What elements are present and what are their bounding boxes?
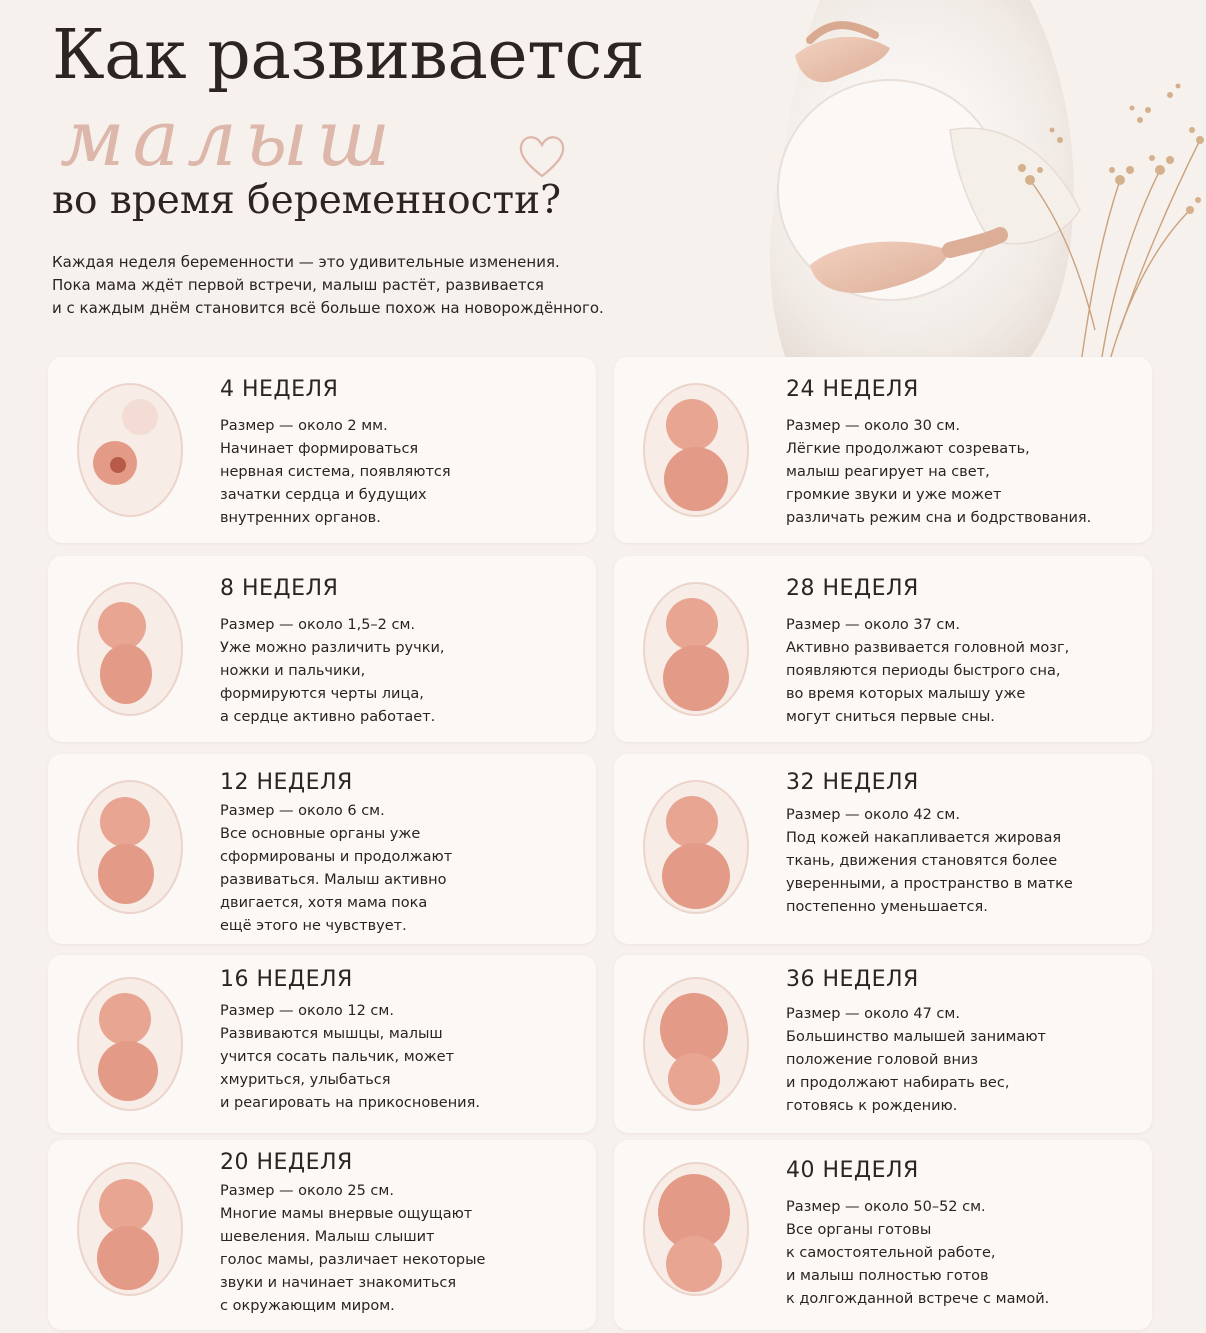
intro-line: Каждая неделя беременности — это удивительные изменения.: [52, 253, 560, 271]
fetus-icon: [636, 574, 766, 724]
desc-line: и продолжают набирать вес,: [786, 1075, 1010, 1091]
desc-line: различать режим сна и бодрствования.: [786, 510, 1092, 526]
desc-line: нервная система, появляются: [220, 464, 451, 480]
week-card-40: [614, 1140, 1152, 1330]
desc-line: шевеления. Малыш слышит: [220, 1229, 435, 1245]
week-title: 20 НЕДЕЛЯ: [220, 1150, 353, 1175]
week-card-24: [614, 357, 1152, 543]
intro-text: [52, 251, 692, 320]
desc-line: Размер — около 25 см.: [220, 1183, 394, 1199]
week-card-28: [614, 556, 1152, 742]
week-card-12: [48, 754, 596, 944]
fetus-icon: [636, 375, 766, 525]
desc-line: внутренних органов.: [220, 510, 381, 526]
fetus-icon: [636, 772, 766, 922]
week-card-4: [48, 357, 596, 543]
desc-line: а сердце активно работает.: [220, 709, 436, 725]
desc-line: громкие звуки и уже может: [786, 487, 1002, 503]
desc-line: уверенными, а пространство в матке: [786, 876, 1073, 892]
week-title: 32 НЕДЕЛЯ: [786, 770, 919, 795]
week-description: [786, 415, 1091, 530]
desc-line: малыш реагирует на свет,: [786, 464, 990, 480]
desc-line: зачатки сердца и будущих: [220, 487, 427, 503]
desc-line: сформированы и продолжают: [220, 849, 453, 865]
desc-line: могут сниться первые сны.: [786, 709, 995, 725]
desc-line: Размер — около 50–52 см.: [786, 1199, 986, 1215]
week-title: 28 НЕДЕЛЯ: [786, 576, 919, 601]
week-title: 8 НЕДЕЛЯ: [220, 576, 339, 601]
week-title: 36 НЕДЕЛЯ: [786, 967, 919, 992]
week-card-16: [48, 955, 596, 1133]
desc-line: Начинает формироваться: [220, 441, 419, 457]
desc-line: Лёгкие продолжают созревать,: [786, 441, 1030, 457]
desc-line: звуки и начинает знакомиться: [220, 1275, 457, 1291]
week-title: 40 НЕДЕЛЯ: [786, 1158, 919, 1183]
embryo-icon: [70, 375, 200, 525]
week-description: [220, 1180, 485, 1318]
week-card-8: [48, 556, 596, 742]
week-title: 24 НЕДЕЛЯ: [786, 377, 919, 402]
page-title-script: малыш: [60, 94, 399, 184]
desc-line: хмуриться, улыбаться: [220, 1072, 391, 1088]
desc-line: формируются черты лица,: [220, 686, 424, 702]
desc-line: двигается, хотя мама пока: [220, 895, 428, 911]
week-description: [786, 614, 1069, 729]
desc-line: готовясь к рождению.: [786, 1098, 958, 1114]
fetus-icon: [70, 772, 200, 922]
fetus-icon: [70, 574, 200, 724]
desc-line: голос мамы, различает некоторые: [220, 1252, 486, 1268]
week-description: [220, 1000, 480, 1115]
desc-line: во время которых малышу уже: [786, 686, 1026, 702]
desc-line: и реагировать на прикосновения.: [220, 1095, 480, 1111]
week-card-20: [48, 1140, 596, 1330]
desc-line: Многие мамы внервые ощущают: [220, 1206, 473, 1222]
week-title: 4 НЕДЕЛЯ: [220, 377, 339, 402]
desc-line: Размер — около 42 см.: [786, 807, 960, 823]
desc-line: Размер — около 6 см.: [220, 803, 385, 819]
fetus-icon: [636, 969, 766, 1119]
desc-line: Размер — около 12 см.: [220, 1003, 394, 1019]
desc-line: Все основные органы уже: [220, 826, 421, 842]
desc-line: Активно развивается головной мозг,: [786, 640, 1070, 656]
fetus-icon: [70, 969, 200, 1119]
heart-icon: [514, 128, 570, 182]
desc-line: постепенно уменьшается.: [786, 899, 988, 915]
desc-line: появляются периоды быстрого сна,: [786, 663, 1061, 679]
intro-line: Пока мама ждёт первой встречи, малыш растёт, развивается: [52, 276, 544, 294]
desc-line: Размер — около 1,5–2 см.: [220, 617, 416, 633]
desc-line: Под кожей накапливается жировая: [786, 830, 1062, 846]
desc-line: Развиваются мышцы, малыш: [220, 1026, 443, 1042]
desc-line: развиваться. Малыш активно: [220, 872, 447, 888]
desc-line: с окружающим миром.: [220, 1298, 395, 1314]
desc-line: ткань, движения становятся более: [786, 853, 1058, 869]
week-description: [786, 804, 1073, 919]
desc-line: к долгожданной встрече с мамой.: [786, 1291, 1050, 1307]
week-description: [220, 415, 451, 530]
week-description: [220, 614, 445, 729]
desc-line: Уже можно различить ручки,: [220, 640, 445, 656]
desc-line: положение головой вниз: [786, 1052, 979, 1068]
week-description: [220, 800, 452, 938]
fetus-icon: [636, 1154, 766, 1304]
week-card-32: [614, 754, 1152, 944]
desc-line: Размер — около 47 см.: [786, 1006, 960, 1022]
desc-line: Все органы готовы: [786, 1222, 932, 1238]
desc-line: учится сосать пальчик, может: [220, 1049, 455, 1065]
desc-line: ножки и пальчики,: [220, 663, 366, 679]
desc-line: к самостоятельной работе,: [786, 1245, 996, 1261]
week-title: 12 НЕДЕЛЯ: [220, 770, 353, 795]
page-subtitle: во время беременности?: [52, 178, 561, 223]
desc-line: Размер — около 37 см.: [786, 617, 960, 633]
desc-line: Размер — около 2 мм.: [220, 418, 388, 434]
hero-pregnant-woman-image: [700, 0, 1206, 370]
week-description: [786, 1003, 1046, 1118]
week-title: 16 НЕДЕЛЯ: [220, 967, 353, 992]
page-title: Как развивается: [52, 16, 645, 95]
week-card-36: [614, 955, 1152, 1133]
desc-line: ещё этого не чувствует.: [220, 918, 407, 934]
fetus-icon: [70, 1154, 200, 1304]
desc-line: и малыш полностью готов: [786, 1268, 989, 1284]
desc-line: Размер — около 30 см.: [786, 418, 960, 434]
desc-line: Большинство малышей занимают: [786, 1029, 1046, 1045]
intro-line: и с каждым днём становится всё больше похож на новорождённого.: [52, 299, 604, 317]
week-description: [786, 1196, 1049, 1311]
